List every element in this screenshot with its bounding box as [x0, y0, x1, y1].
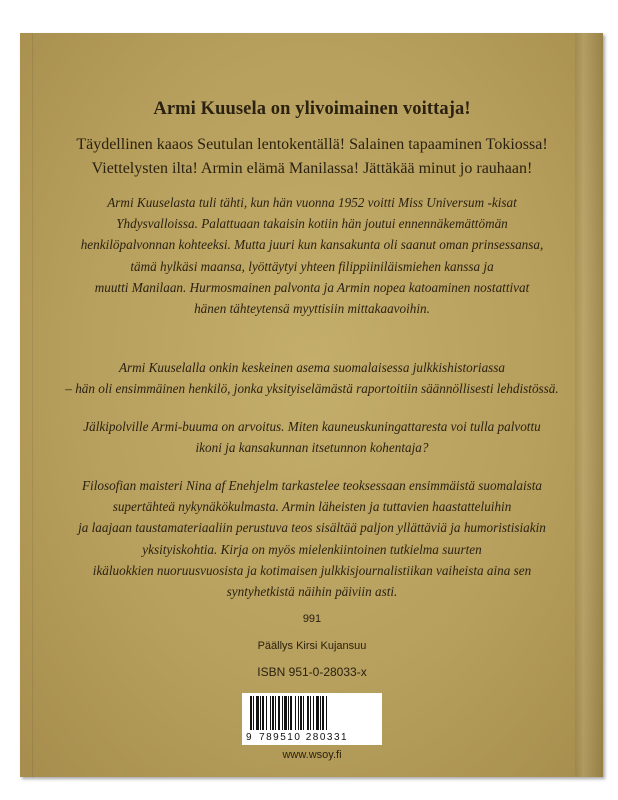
barcode-icon: [246, 696, 378, 732]
barcode-lead-digit: 9: [246, 732, 254, 743]
cover-credit: Päällys Kirsi Kujansuu: [257, 640, 367, 652]
paragraph-line: ikäluokkien nuoruusvuosista ja kotimaisen julkkisjournalistiikan vaiheista aina sen: [92, 562, 532, 578]
cover-spine-edge: [575, 33, 603, 777]
website-text: www.wsoy.fi: [282, 749, 342, 761]
paragraph-line: tämä hylkäsi maansa, lyöttäytyi yhteen filippiiniläismiehen kanssa ja: [130, 258, 494, 274]
paragraph-line: henkilöpalvonnan kohteeksi. Mutta juuri kun kansakunta oli saanut oman prinsessansa,: [80, 237, 544, 253]
paragraph-line: Filosofian maisteri Nina af Enehjelm tarkastelee teoksessaan ensimmäistä suomalaista: [81, 478, 543, 493]
teaser-line: Täydellinen kaaos Seutulan lentokentällä! Salainen tapaaminen Tokiossa!: [76, 136, 548, 153]
paragraph-line: – hän oli ensimmäinen henkilö, jonka yksityiselämästä raportoitiin säännöllisesti lehdistössä.: [65, 381, 559, 397]
paragraph-line: muutti Manilaan. Hurmosmainen palvonta ja Armin nopea katoaminen nostattivat: [94, 279, 530, 295]
paragraph-line: yksityiskohtia. Kirja on myös mielenkiintoinen tutkielma suurten: [142, 541, 482, 557]
barcode-left-group: 789510: [259, 732, 302, 743]
cover-hinge-line: [32, 33, 33, 777]
paragraph-author: [52, 475, 572, 602]
classification-code: 991: [302, 613, 322, 625]
paragraph-line: Jälkipolville Armi-buuma on arvoitus. Miten kauneuskuningattaresta voi tulla palvottu: [83, 419, 541, 434]
paragraph-history: [52, 357, 572, 399]
paragraph-line: supertähteä nykynäkökulmasta. Armin läheisten ja tuttavien haastatteluihin: [112, 499, 512, 515]
paragraph-line: syntyhetkistä näihin päiviin asti.: [226, 584, 398, 600]
paragraph-intro: [52, 192, 572, 319]
barcode-label: [242, 693, 382, 745]
paragraph-line: hänen tähteytensä myyttisiin mittakaavoihin.: [194, 301, 430, 317]
paragraph-line: Yhdysvalloissa. Palattuaan takaisin kotiin hän joutui ennennäkemättömän: [116, 216, 508, 232]
paragraph-line: Armi Kuuselalla onkin keskeinen asema suomalaisessa julkkishistoriassa: [118, 360, 506, 375]
paragraph-line: ikoni ja kansakunnan itsetunnon kohentaja?: [195, 440, 429, 456]
headline: Armi Kuusela on ylivoimainen voittaja!: [153, 99, 471, 119]
paragraph-line: Armi Kuuselasta tuli tähti, kun hän vuonna 1952 voitti Miss Universum -kisat: [107, 195, 517, 210]
isbn-text: ISBN 951-0-28033-x: [257, 665, 367, 679]
barcode-right-group: 280331: [305, 732, 349, 743]
paragraph-line: ja laajaan taustamateriaaliin perustuva teos sisältää paljon yllättäviä ja humoristisiakin: [78, 520, 546, 536]
paragraph-question: [52, 416, 572, 458]
teaser-line: Viettelysten ilta! Armin elämä Manilassa! Jättäkää minut jo rauhaan!: [91, 160, 533, 177]
teaser-block: [52, 133, 572, 181]
barcode-digits: [246, 732, 378, 743]
